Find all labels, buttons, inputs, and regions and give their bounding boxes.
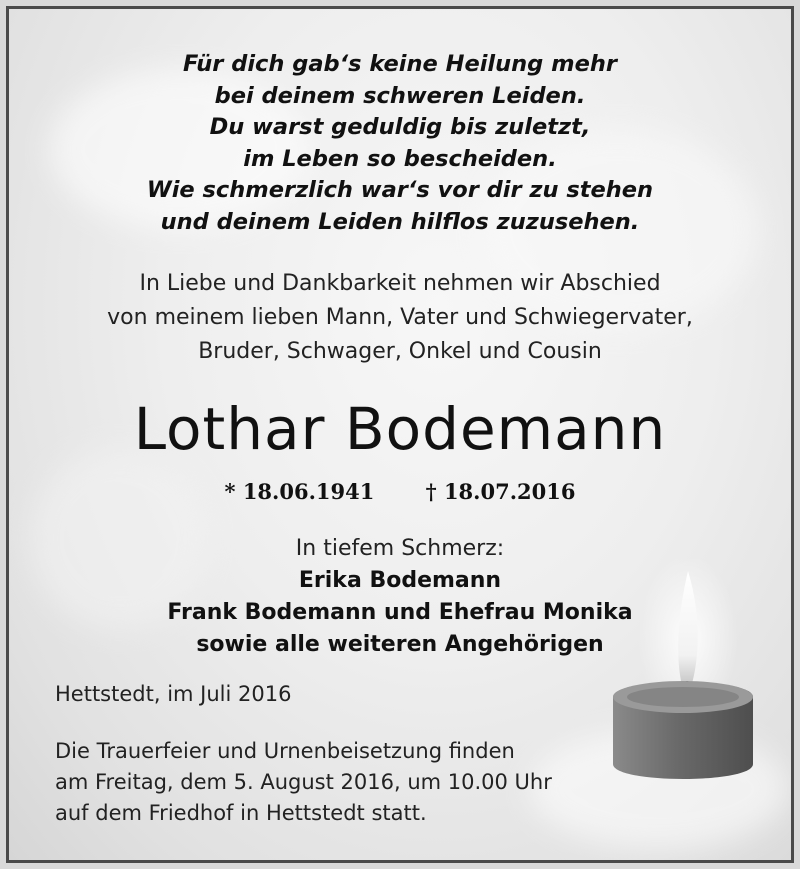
funeral-service-info [55, 736, 552, 829]
candle-icon [603, 559, 763, 789]
service-line: am Freitag, dem 5. August 2016, um 10.00 Uhr [55, 770, 552, 794]
candle-pool [627, 687, 739, 707]
mourner-name: Frank Bodemann und Ehefrau Monika [167, 600, 633, 625]
intro-line: Bruder, Schwager, Onkel und Cousin [198, 339, 602, 364]
poem-line: und deinem Leiden hilflos zuzusehen. [160, 208, 640, 235]
mourner-name: sowie alle weiteren Angehörigen [196, 632, 604, 657]
service-line: Die Trauerfeier und Urnenbeisetzung finden [55, 739, 515, 763]
deceased-name: Lothar Bodemann [133, 395, 667, 463]
service-line: auf dem Friedhof in Hettstedt statt. [55, 801, 427, 825]
mourner-name: Erika Bodemann [298, 568, 502, 593]
poem [9, 49, 791, 238]
intro-line: In Liebe und Dankbarkeit nehmen wir Abschied [139, 271, 661, 296]
place-date: Hettstedt, im Juli 2016 [55, 682, 292, 706]
mourners-heading: In tiefem Schmerz: [295, 536, 505, 561]
birth-date: * 18.06.1941 [224, 479, 375, 504]
poem-line: Für dich gab‘s keine Heilung mehr [183, 51, 617, 77]
farewell-intro [9, 267, 791, 369]
poem-line: Du warst geduldig bis zuletzt, [209, 114, 591, 140]
death-date: † 18.07.2016 [425, 479, 576, 504]
poem-line: Wie schmerzlich war‘s vor dir zu stehen [146, 177, 654, 203]
intro-line: von meinem lieben Mann, Vater und Schwiegervater, [107, 305, 693, 330]
poem-line: bei deinem schweren Leiden. [214, 82, 586, 109]
poem-line: im Leben so bescheiden. [243, 145, 557, 172]
obituary-notice [6, 6, 794, 863]
life-dates [9, 479, 791, 504]
